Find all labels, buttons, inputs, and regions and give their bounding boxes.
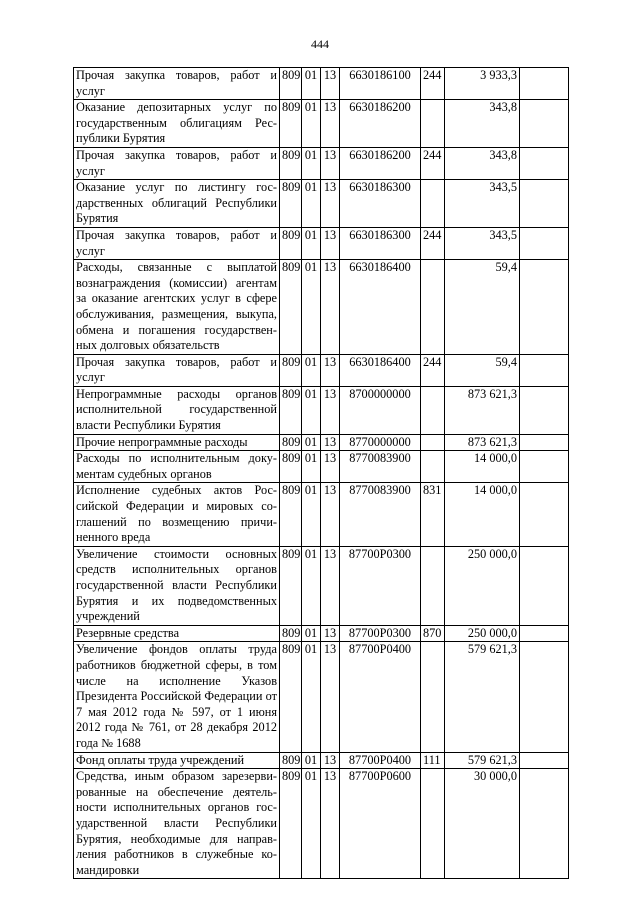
expense-type-code: [421, 434, 445, 451]
item-name: Оказание депозитарных услуг по государственным облигациям Рес- публики Бурятия: [74, 100, 280, 148]
amount: 579 621,3: [445, 752, 520, 769]
empty-cell: [520, 260, 569, 355]
department-code: 809: [280, 451, 302, 483]
department-code: 809: [280, 434, 302, 451]
amount: 343,5: [445, 227, 520, 259]
empty-cell: [520, 147, 569, 179]
table-row: [74, 260, 569, 355]
target-article-code: 87700P0600: [340, 769, 421, 879]
section-code: 01: [302, 769, 321, 879]
item-name: Расходы, связанные с выплатой вознаграждения (комиссии) агентам за оказание агентских услуг в сфере обслуживания, размещения, выкупа, обмена и погашения государствен- ных долговых обязательств: [74, 260, 280, 355]
subsection-code: 13: [321, 100, 340, 148]
subsection-code: 13: [321, 483, 340, 546]
section-code: 01: [302, 227, 321, 259]
expense-type-code: 111: [421, 752, 445, 769]
target-article-code: 8770083900: [340, 451, 421, 483]
amount: 873 621,3: [445, 434, 520, 451]
target-article-code: 6630186300: [340, 180, 421, 228]
table-row: [74, 625, 569, 642]
amount: 14 000,0: [445, 451, 520, 483]
empty-cell: [520, 483, 569, 546]
expense-type-code: [421, 100, 445, 148]
amount: 250 000,0: [445, 546, 520, 625]
department-code: 809: [280, 483, 302, 546]
item-name: Увеличение фондов оплаты труда работников бюджетной сферы, в том числе на исполнение Указов Президента Российской Федерации от 7 мая 2012 года № 597, от 1 июня 2012 года № 761, от 28 декабря 2012 года № 1688: [74, 642, 280, 752]
subsection-code: 13: [321, 386, 340, 434]
expense-type-code: [421, 260, 445, 355]
expense-type-code: 244: [421, 227, 445, 259]
amount: 343,8: [445, 100, 520, 148]
department-code: 809: [280, 227, 302, 259]
target-article-code: 6630186300: [340, 227, 421, 259]
section-code: 01: [302, 625, 321, 642]
section-code: 01: [302, 451, 321, 483]
amount: 30 000,0: [445, 769, 520, 879]
item-name: Прочие непрограммные расходы: [74, 434, 280, 451]
table-row: [74, 354, 569, 386]
item-name: Исполнение судебных актов Рос- сийской Федерации и мировых со- глашений по возмещению причи- ненного вреда: [74, 483, 280, 546]
table-row: [74, 227, 569, 259]
table-row: [74, 180, 569, 228]
item-name: Непрограммные расходы органов исполнительной государственной власти Республики Бурятия: [74, 386, 280, 434]
section-code: 01: [302, 180, 321, 228]
department-code: 809: [280, 546, 302, 625]
item-name: Расходы по исполнительным доку- ментам судебных органов: [74, 451, 280, 483]
item-name: Прочая закупка товаров, работ и услуг: [74, 227, 280, 259]
table-row: [74, 769, 569, 879]
table-row: [74, 642, 569, 752]
target-article-code: 8770083900: [340, 483, 421, 546]
section-code: 01: [302, 434, 321, 451]
subsection-code: 13: [321, 625, 340, 642]
table-row: [74, 100, 569, 148]
expense-type-code: 244: [421, 68, 445, 100]
amount: 343,8: [445, 147, 520, 179]
subsection-code: 13: [321, 354, 340, 386]
empty-cell: [520, 546, 569, 625]
amount: 343,5: [445, 180, 520, 228]
target-article-code: 87700P0400: [340, 752, 421, 769]
subsection-code: 13: [321, 769, 340, 879]
item-name: Увеличение стоимости основных средств исполнительных органов государственной власти Республики Бурятия и их подведомственных учреждений: [74, 546, 280, 625]
expense-type-code: [421, 180, 445, 228]
amount: 250 000,0: [445, 625, 520, 642]
section-code: 01: [302, 386, 321, 434]
target-article-code: 87700P0300: [340, 546, 421, 625]
expense-type-code: [421, 386, 445, 434]
budget-table: [73, 67, 569, 879]
subsection-code: 13: [321, 642, 340, 752]
subsection-code: 13: [321, 147, 340, 179]
amount: 579 621,3: [445, 642, 520, 752]
item-name: Прочая закупка товаров, работ и услуг: [74, 68, 280, 100]
expense-type-code: 244: [421, 354, 445, 386]
subsection-code: 13: [321, 434, 340, 451]
department-code: 809: [280, 180, 302, 228]
empty-cell: [520, 451, 569, 483]
empty-cell: [520, 752, 569, 769]
empty-cell: [520, 434, 569, 451]
empty-cell: [520, 642, 569, 752]
subsection-code: 13: [321, 260, 340, 355]
item-name: Резервные средства: [74, 625, 280, 642]
section-code: 01: [302, 483, 321, 546]
amount: 59,4: [445, 354, 520, 386]
subsection-code: 13: [321, 546, 340, 625]
section-code: 01: [302, 68, 321, 100]
target-article-code: 87700P0400: [340, 642, 421, 752]
table-row: [74, 752, 569, 769]
section-code: 01: [302, 642, 321, 752]
empty-cell: [520, 227, 569, 259]
item-name: Средства, иным образом зарезерви- рованные на обеспечение деятель- ности исполнительных органов гос- ударственной власти Республики Бурятия, необходимые для направ- ления работников в служебные ко- мандировки: [74, 769, 280, 879]
section-code: 01: [302, 260, 321, 355]
table-row: [74, 386, 569, 434]
target-article-code: 8770000000: [340, 434, 421, 451]
target-article-code: 6630186100: [340, 68, 421, 100]
amount: 3 933,3: [445, 68, 520, 100]
target-article-code: 6630186400: [340, 354, 421, 386]
target-article-code: 87700P0300: [340, 625, 421, 642]
table-row: [74, 451, 569, 483]
department-code: 809: [280, 260, 302, 355]
table-row: [74, 68, 569, 100]
expense-type-code: 831: [421, 483, 445, 546]
subsection-code: 13: [321, 180, 340, 228]
empty-cell: [520, 68, 569, 100]
table-row: [74, 434, 569, 451]
empty-cell: [520, 180, 569, 228]
target-article-code: 6630186200: [340, 147, 421, 179]
subsection-code: 13: [321, 752, 340, 769]
subsection-code: 13: [321, 227, 340, 259]
department-code: 809: [280, 386, 302, 434]
expense-type-code: [421, 546, 445, 625]
department-code: 809: [280, 68, 302, 100]
section-code: 01: [302, 147, 321, 179]
section-code: 01: [302, 354, 321, 386]
empty-cell: [520, 769, 569, 879]
department-code: 809: [280, 354, 302, 386]
amount: 59,4: [445, 260, 520, 355]
expense-type-code: [421, 451, 445, 483]
table-row: [74, 147, 569, 179]
empty-cell: [520, 386, 569, 434]
empty-cell: [520, 100, 569, 148]
page-number: 444: [311, 37, 329, 51]
subsection-code: 13: [321, 451, 340, 483]
item-name: Прочая закупка товаров, работ и услуг: [74, 147, 280, 179]
amount: 873 621,3: [445, 386, 520, 434]
item-name: Прочая закупка товаров, работ и услуг: [74, 354, 280, 386]
item-name: Оказание услуг по листингу гос- дарственных облигаций Республики Бурятия: [74, 180, 280, 228]
empty-cell: [520, 354, 569, 386]
department-code: 809: [280, 769, 302, 879]
section-code: 01: [302, 752, 321, 769]
empty-cell: [520, 625, 569, 642]
target-article-code: 8700000000: [340, 386, 421, 434]
expense-type-code: [421, 642, 445, 752]
section-code: 01: [302, 100, 321, 148]
table-row: [74, 483, 569, 546]
section-code: 01: [302, 546, 321, 625]
department-code: 809: [280, 752, 302, 769]
expense-type-code: 870: [421, 625, 445, 642]
target-article-code: 6630186200: [340, 100, 421, 148]
department-code: 809: [280, 642, 302, 752]
expense-type-code: 244: [421, 147, 445, 179]
department-code: 809: [280, 625, 302, 642]
department-code: 809: [280, 100, 302, 148]
department-code: 809: [280, 147, 302, 179]
amount: 14 000,0: [445, 483, 520, 546]
expense-type-code: [421, 769, 445, 879]
table-row: [74, 546, 569, 625]
target-article-code: 6630186400: [340, 260, 421, 355]
item-name: Фонд оплаты труда учреждений: [74, 752, 280, 769]
subsection-code: 13: [321, 68, 340, 100]
